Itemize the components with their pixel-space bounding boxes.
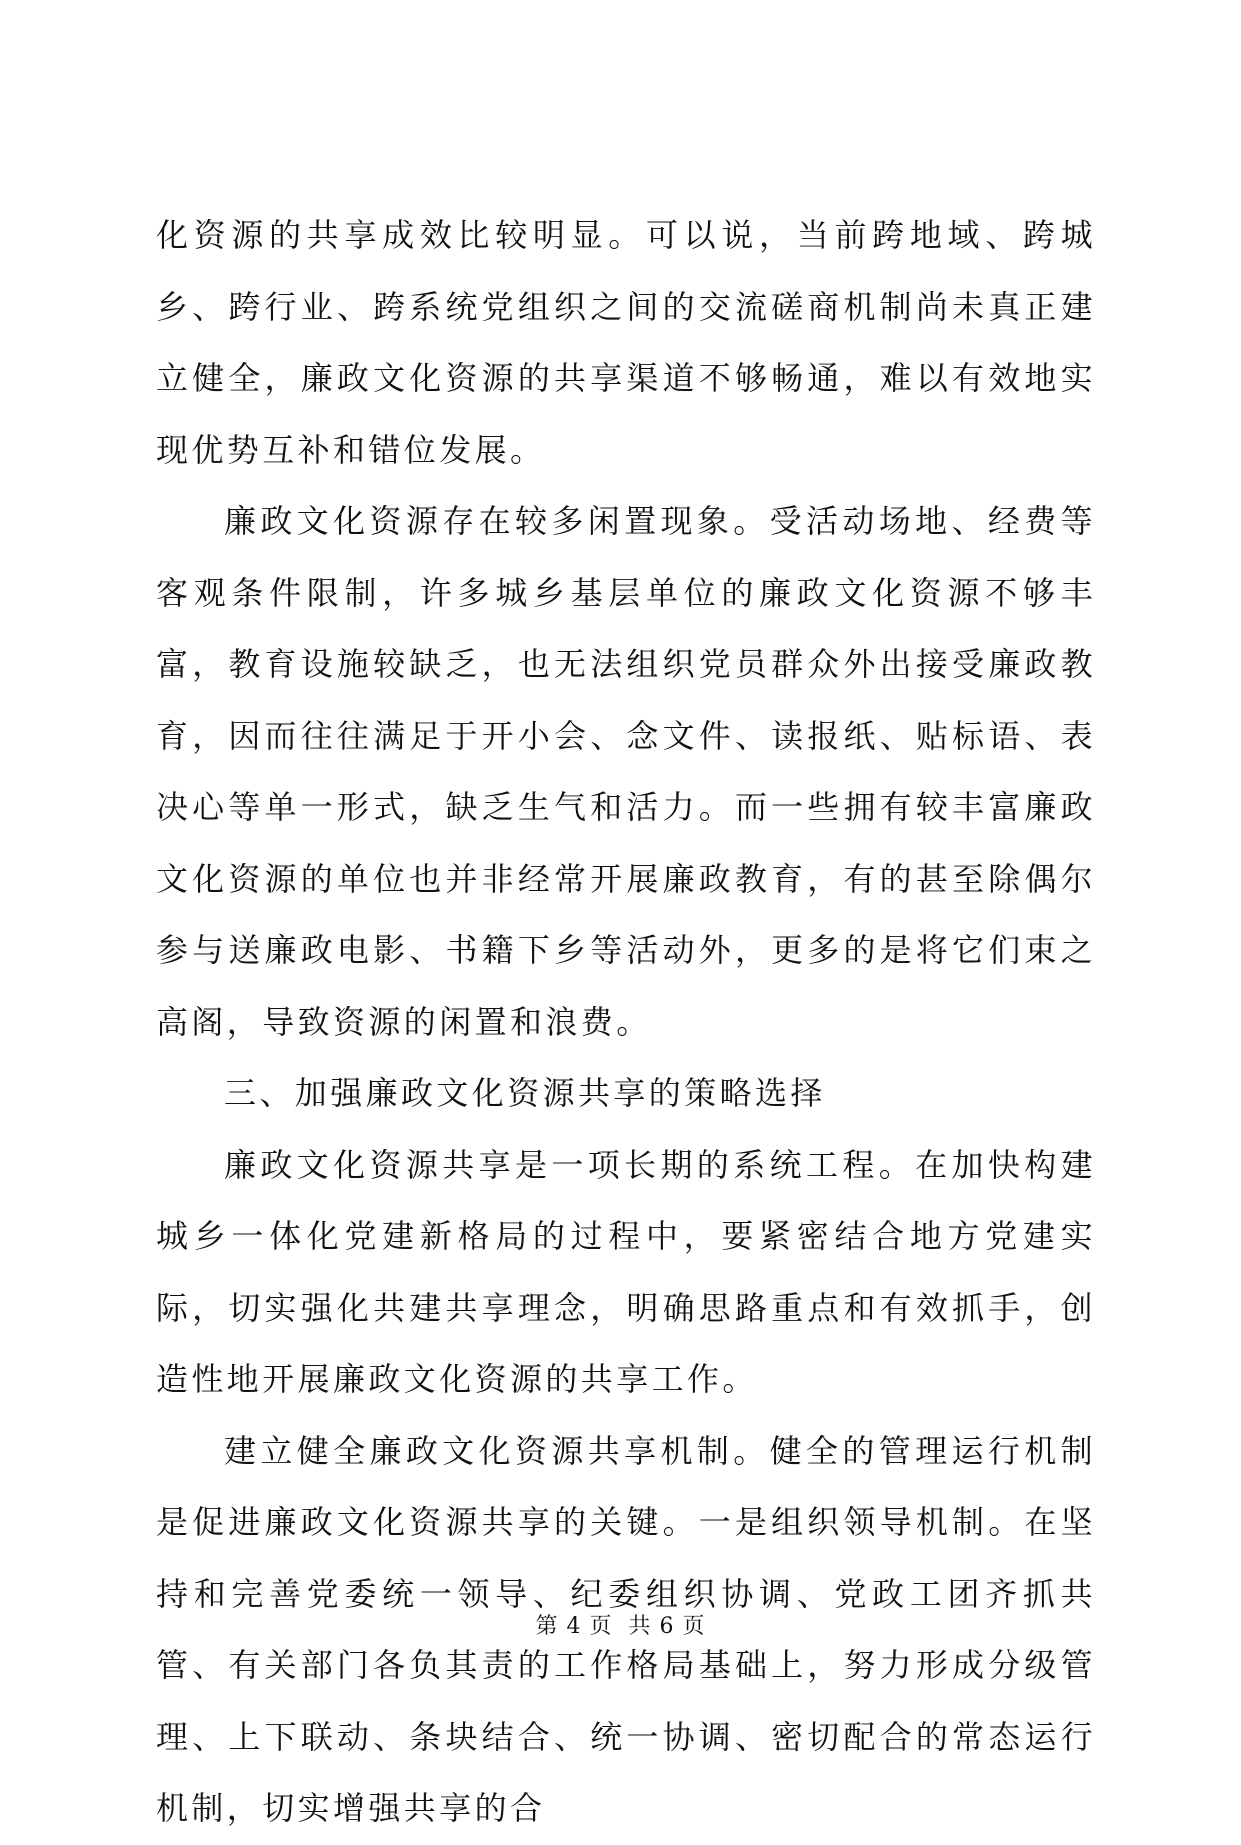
paragraph-continuation: 化资源的共享成效比较明显。可以说，当前跨地域、跨城乡、跨行业、跨系统党组织之间的交流磋商机制尚未真正建立健全，廉政文化资源的共享渠道不够畅通，难以有效地实现优势互补和错位发展。: [156, 216, 1096, 469]
paragraph-sharing-mechanism: 建立健全廉政文化资源共享机制。健全的管理运行机制是促进廉政文化资源共享的关键。一是组织领导机制。在坚持和完善党委统一领导、纪委组织协调、党政工团齐抓共管、有关部门各负其责的工作格局基础上，努力形成分级管理、上下联动、条块结合、统一协调、密切配合的常态运行机制，切实增强共享的合: [156, 1431, 1096, 1827]
document-body: [156, 200, 1096, 1845]
paragraph-idle-resources: 廉政文化资源存在较多闲置现象。受活动场地、经费等客观条件限制，许多城乡基层单位的廉政文化资源不够丰富，教育设施较缺乏，也无法组织党员群众外出接受廉政教育，因而往往满足于开小会、念文件、读报纸、贴标语、表决心等单一形式，缺乏生气和活力。而一些拥有较丰富廉政文化资源的单位也并非经常开展廉政教育，有的甚至除偶尔参与送廉政电影、书籍下乡等活动外，更多的是将它们束之高阁，导致资源的闲置和浪费。: [156, 502, 1096, 1041]
page-number-footer: 第 4 页 共 6 页: [535, 1614, 706, 1639]
paragraph-strategy-intro: 廉政文化资源共享是一项长期的系统工程。在加快构建城乡一体化党建新格局的过程中，要紧密结合地方党建实际，切实强化共建共享理念，明确思路重点和有效抓手，创造性地开展廉政文化资源的共享工作。: [156, 1145, 1096, 1398]
section-heading: 三、加强廉政文化资源共享的策略选择: [224, 1074, 826, 1112]
